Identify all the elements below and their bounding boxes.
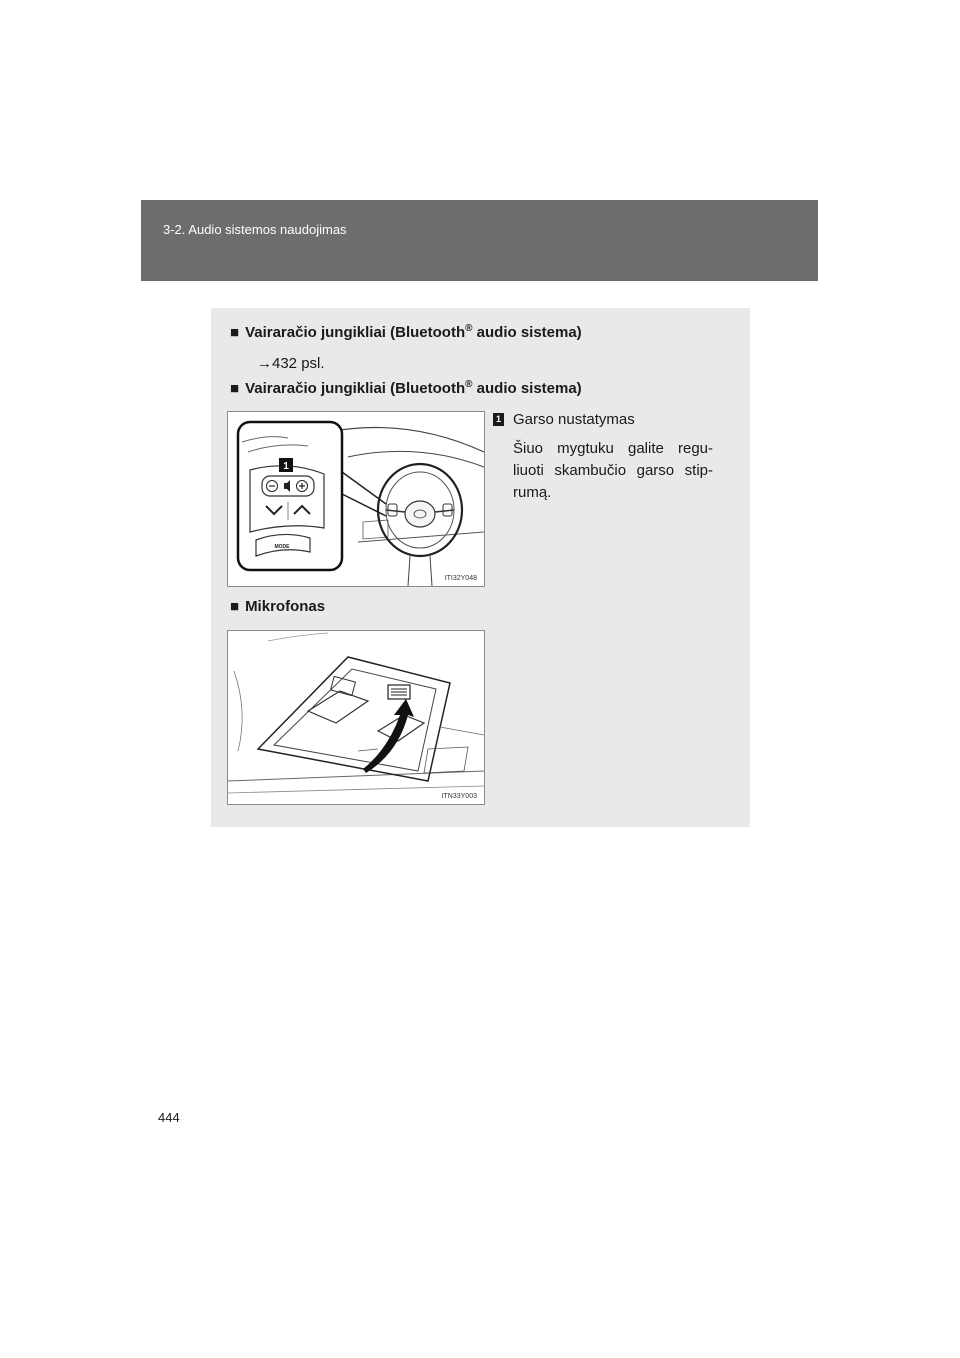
steering-wheel-drawing — [228, 412, 484, 586]
overhead-console-drawing — [228, 631, 484, 804]
heading-text: Mikrofonas — [245, 598, 326, 615]
bullet-square: ■ — [230, 324, 240, 341]
section-heading-3 — [230, 598, 325, 615]
section-header-bar — [141, 200, 818, 281]
page-reference: →432 psl. — [257, 355, 325, 372]
figure-code: ITI32Y048 — [444, 575, 477, 582]
callout-description: Šiuo mygtuku galite regu-liuoti skambučio garso stip-rumą. — [513, 440, 713, 501]
bullet-square: ■ — [230, 380, 240, 397]
content-panel — [211, 308, 750, 827]
mode-button-label: MODE — [274, 544, 290, 550]
heading-text: Vairaračio jungikliai (Bluetooth — [245, 380, 466, 397]
figure-code: ITN33Y003 — [441, 793, 477, 800]
callout-number-badge: 1 — [493, 413, 504, 426]
section-heading-1 — [230, 323, 582, 341]
registered-mark: ® — [465, 323, 473, 334]
callout-title: Garso nustatymas — [513, 411, 635, 428]
heading-text-end: audio sistema) — [472, 380, 582, 397]
registered-mark: ® — [465, 379, 473, 390]
microphone-illustration — [227, 630, 485, 805]
callout-volume — [493, 409, 713, 504]
section-title: 3-2. Audio sistemos naudojimas — [163, 222, 347, 237]
section-heading-2 — [230, 379, 582, 397]
figure-callout-number: 1 — [283, 461, 289, 472]
heading-text-end: audio sistema) — [472, 324, 582, 341]
heading-text: Vairaračio jungikliai (Bluetooth — [245, 324, 466, 341]
bullet-square: ■ — [230, 598, 240, 615]
page-number: 444 — [158, 1110, 180, 1125]
steering-switch-illustration — [227, 411, 485, 587]
